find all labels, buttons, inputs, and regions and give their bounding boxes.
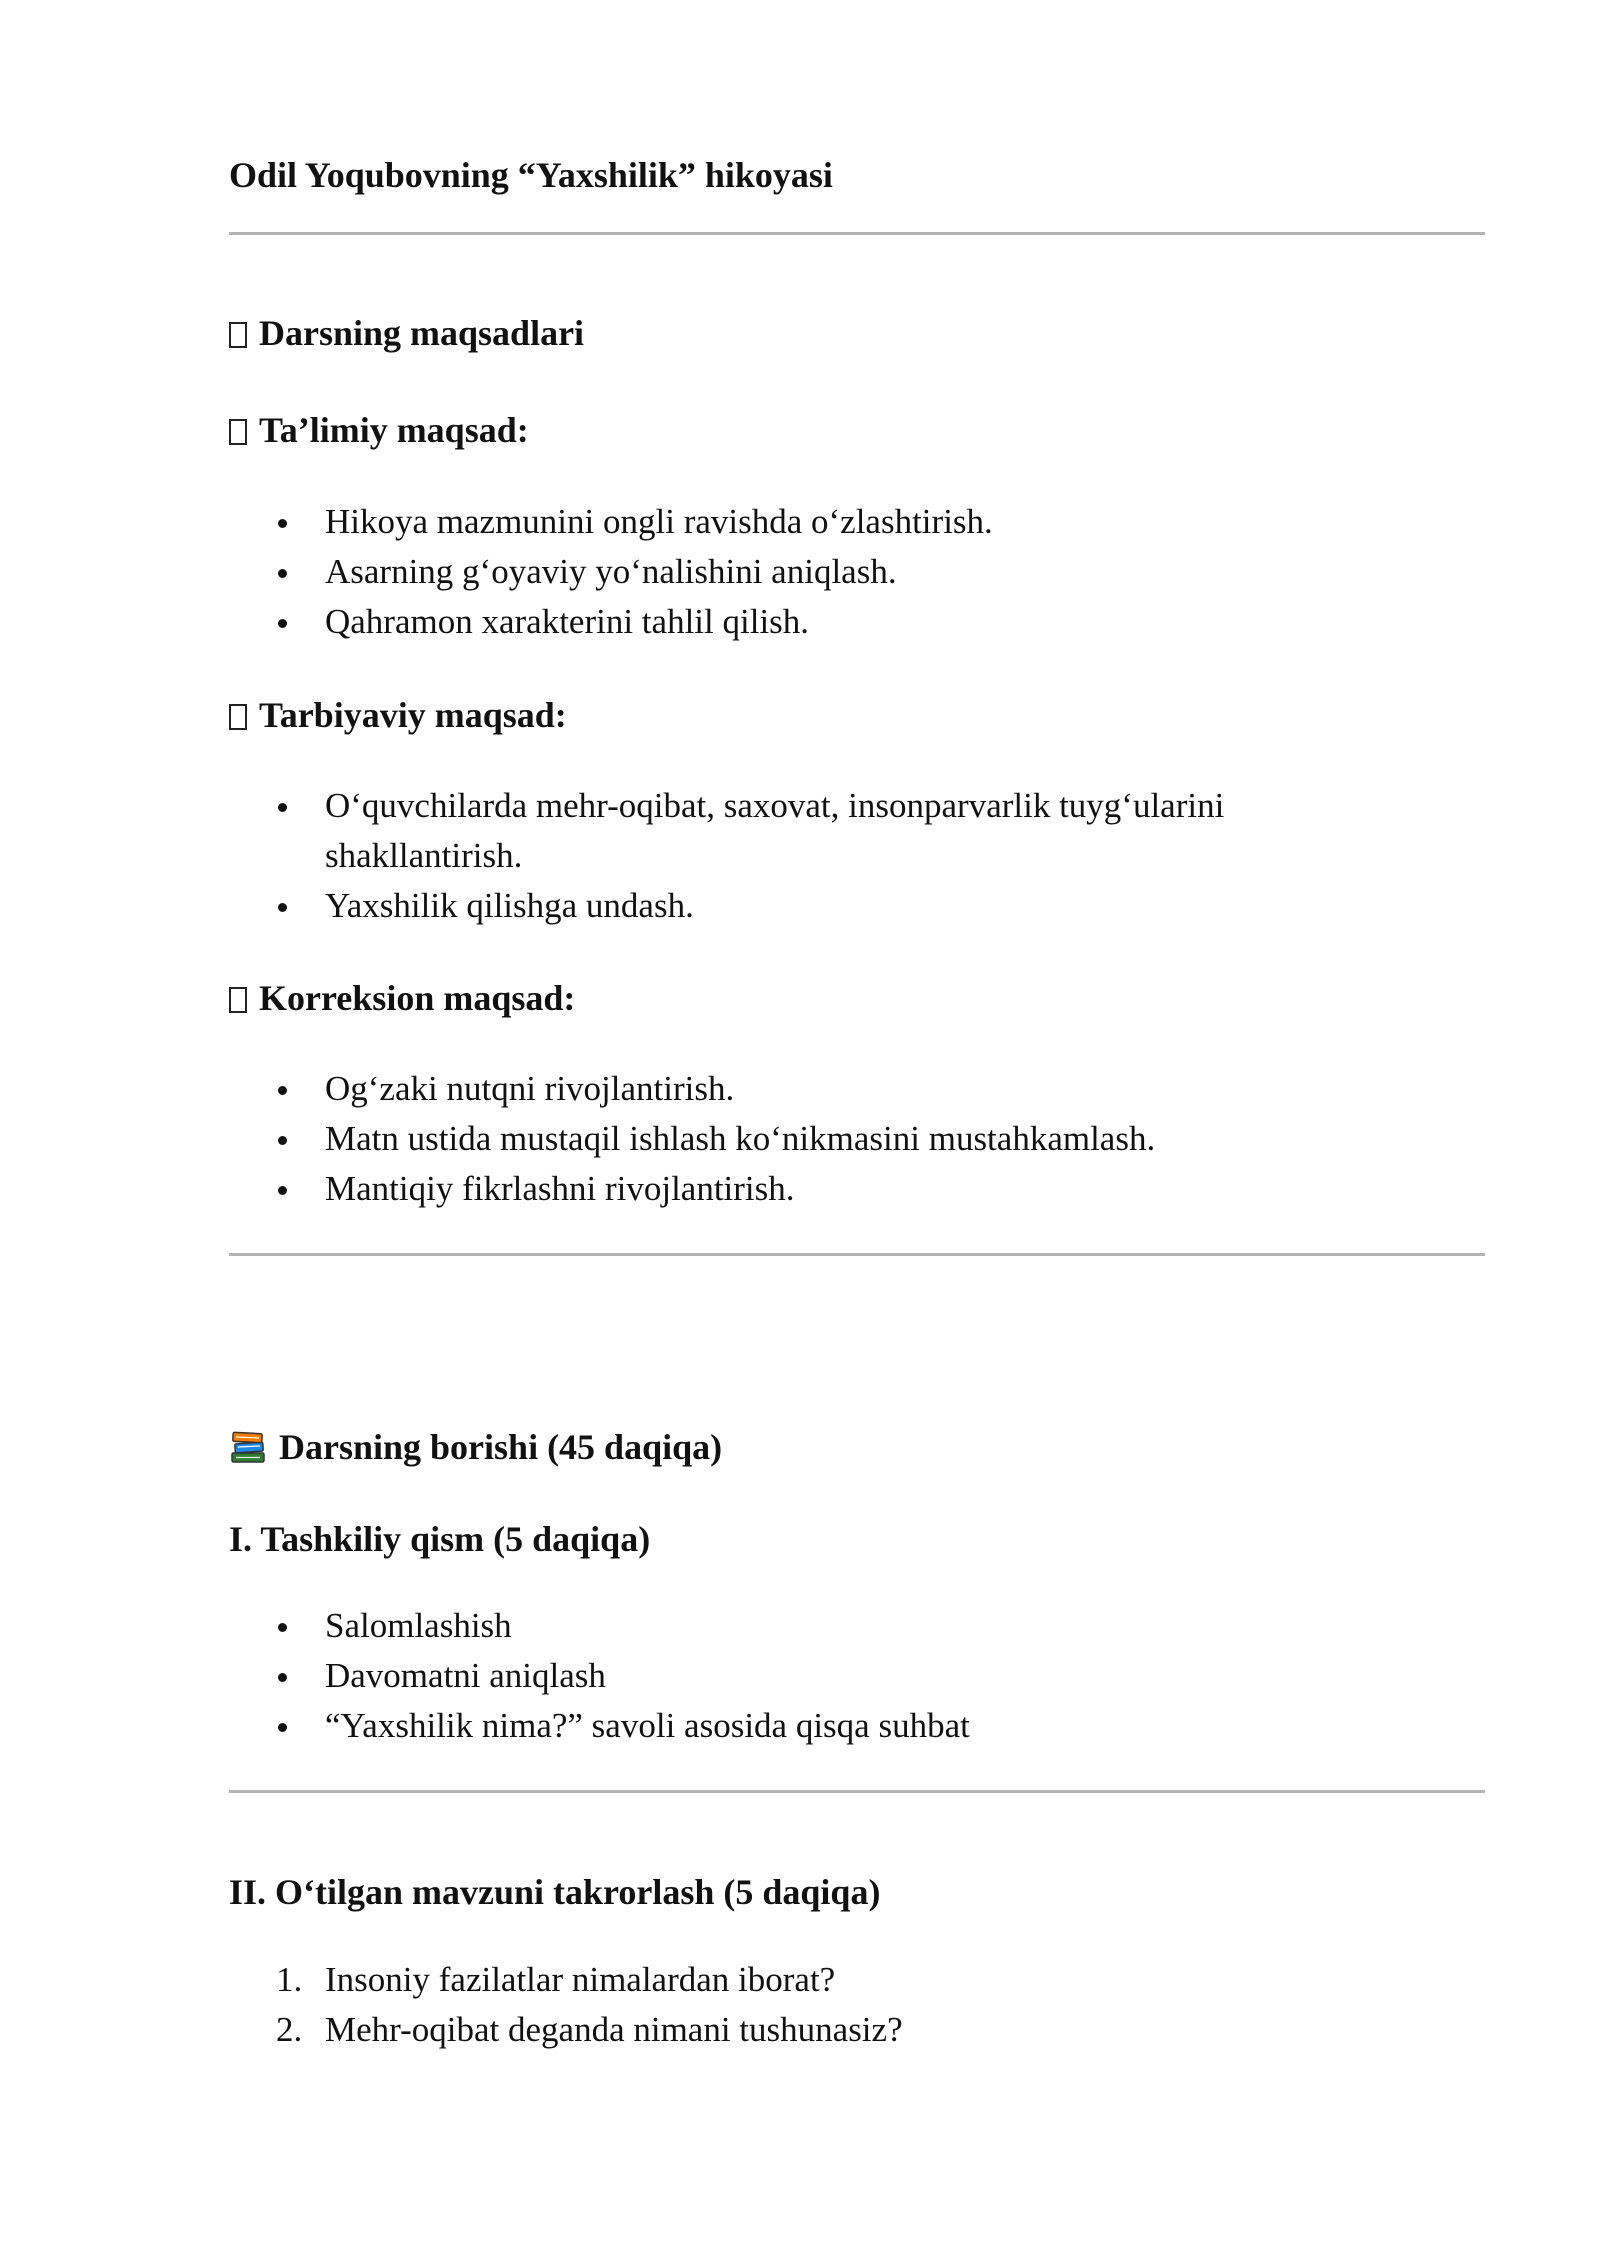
educational-goal-list	[229, 497, 1485, 647]
list-item-text: Salomlashish	[325, 1606, 512, 1645]
missing-glyph-icon	[229, 704, 247, 730]
list-item-text: Mantiqiy fikrlashni rivojlantirish.	[325, 1169, 795, 1208]
upbringing-goal-heading-text: Tarbiyaviy maqsad:	[259, 695, 567, 735]
list-item-text: Hikoya mazmunini ongli ravishda o‘zlashtirish.	[325, 502, 993, 541]
bullet-icon	[278, 1673, 287, 1682]
horizontal-rule	[229, 1253, 1485, 1256]
correction-goal-heading-text: Korreksion maqsad:	[259, 978, 576, 1018]
list-item-text: Og‘zaki nutqni rivojlantirish.	[325, 1069, 735, 1108]
part2-heading: II. O‘tilgan mavzuni takrorlash (5 daqiqa)	[229, 1872, 881, 1912]
document-title: Odil Yoqubovning “Yaxshilik” hikoyasi	[229, 155, 833, 195]
bullet-icon	[278, 903, 287, 912]
part1-heading: I. Tashkiliy qism (5 daqiqa)	[229, 1519, 651, 1559]
bullet-icon	[278, 1136, 287, 1145]
bullet-icon	[278, 1723, 287, 1732]
part2-list	[229, 1955, 1485, 2055]
bullet-icon	[278, 1623, 287, 1632]
lesson-heading	[229, 1422, 722, 1478]
part1-list	[229, 1601, 1485, 1751]
lesson-heading-text: Darsning borishi (45 daqiqa)	[279, 1427, 723, 1467]
correction-goal-list	[229, 1064, 1485, 1214]
books-icon	[229, 1428, 267, 1478]
upbringing-goal-heading	[229, 690, 567, 740]
bullet-icon	[278, 1186, 287, 1195]
bullet-icon	[278, 619, 287, 628]
list-item-text: Mehr-oqibat deganda nimani tushunasiz?	[325, 2010, 903, 2049]
bullet-icon	[278, 1086, 287, 1095]
list-item	[229, 1064, 1485, 1114]
list-item	[229, 2005, 1485, 2055]
list-item-text: “Yaxshilik nima?” savoli asosida qisqa suhbat	[325, 1706, 970, 1745]
missing-glyph-icon	[229, 322, 247, 348]
list-number: 2.	[276, 2010, 303, 2049]
bullet-icon	[278, 569, 287, 578]
upbringing-goal-list	[229, 781, 1349, 931]
list-item	[229, 1114, 1485, 1164]
missing-glyph-icon	[229, 987, 247, 1013]
bullet-icon	[278, 803, 287, 812]
list-number: 1.	[276, 1960, 303, 1999]
list-item	[229, 781, 1349, 881]
list-item	[229, 1701, 1485, 1751]
list-item-text: Matn ustida mustaqil ishlash ko‘nikmasini mustahkamlash.	[325, 1119, 1156, 1158]
list-item	[229, 547, 1485, 597]
list-item	[229, 1955, 1485, 2005]
correction-goal-heading	[229, 973, 575, 1023]
missing-glyph-icon	[229, 419, 247, 445]
list-item-text: Insoniy fazilatlar nimalardan iborat?	[325, 1960, 836, 1999]
list-item	[229, 1651, 1485, 1701]
bullet-icon	[278, 519, 287, 528]
list-item-text: O‘quvchilarda mehr-oqibat, saxovat, insonparvarlik tuyg‘ularini shakllantirish.	[325, 786, 1225, 875]
educational-goal-heading	[229, 405, 529, 455]
horizontal-rule	[229, 1790, 1485, 1793]
list-item	[229, 1164, 1485, 1214]
list-item	[229, 497, 1485, 547]
list-item	[229, 1601, 1485, 1651]
list-item-text: Qahramon xarakterini tahlil qilish.	[325, 602, 810, 641]
goals-heading	[229, 308, 584, 358]
list-item-text: Davomatni aniqlash	[325, 1656, 606, 1695]
list-item-text: Yaxshilik qilishga undash.	[325, 886, 694, 925]
list-item	[229, 881, 1349, 931]
horizontal-rule	[229, 232, 1485, 235]
goals-heading-text: Darsning maqsadlari	[259, 313, 585, 353]
educational-goal-heading-text: Ta’limiy maqsad:	[259, 410, 529, 450]
list-item	[229, 597, 1485, 647]
list-item-text: Asarning g‘oyaviy yo‘nalishini aniqlash.	[325, 552, 897, 591]
